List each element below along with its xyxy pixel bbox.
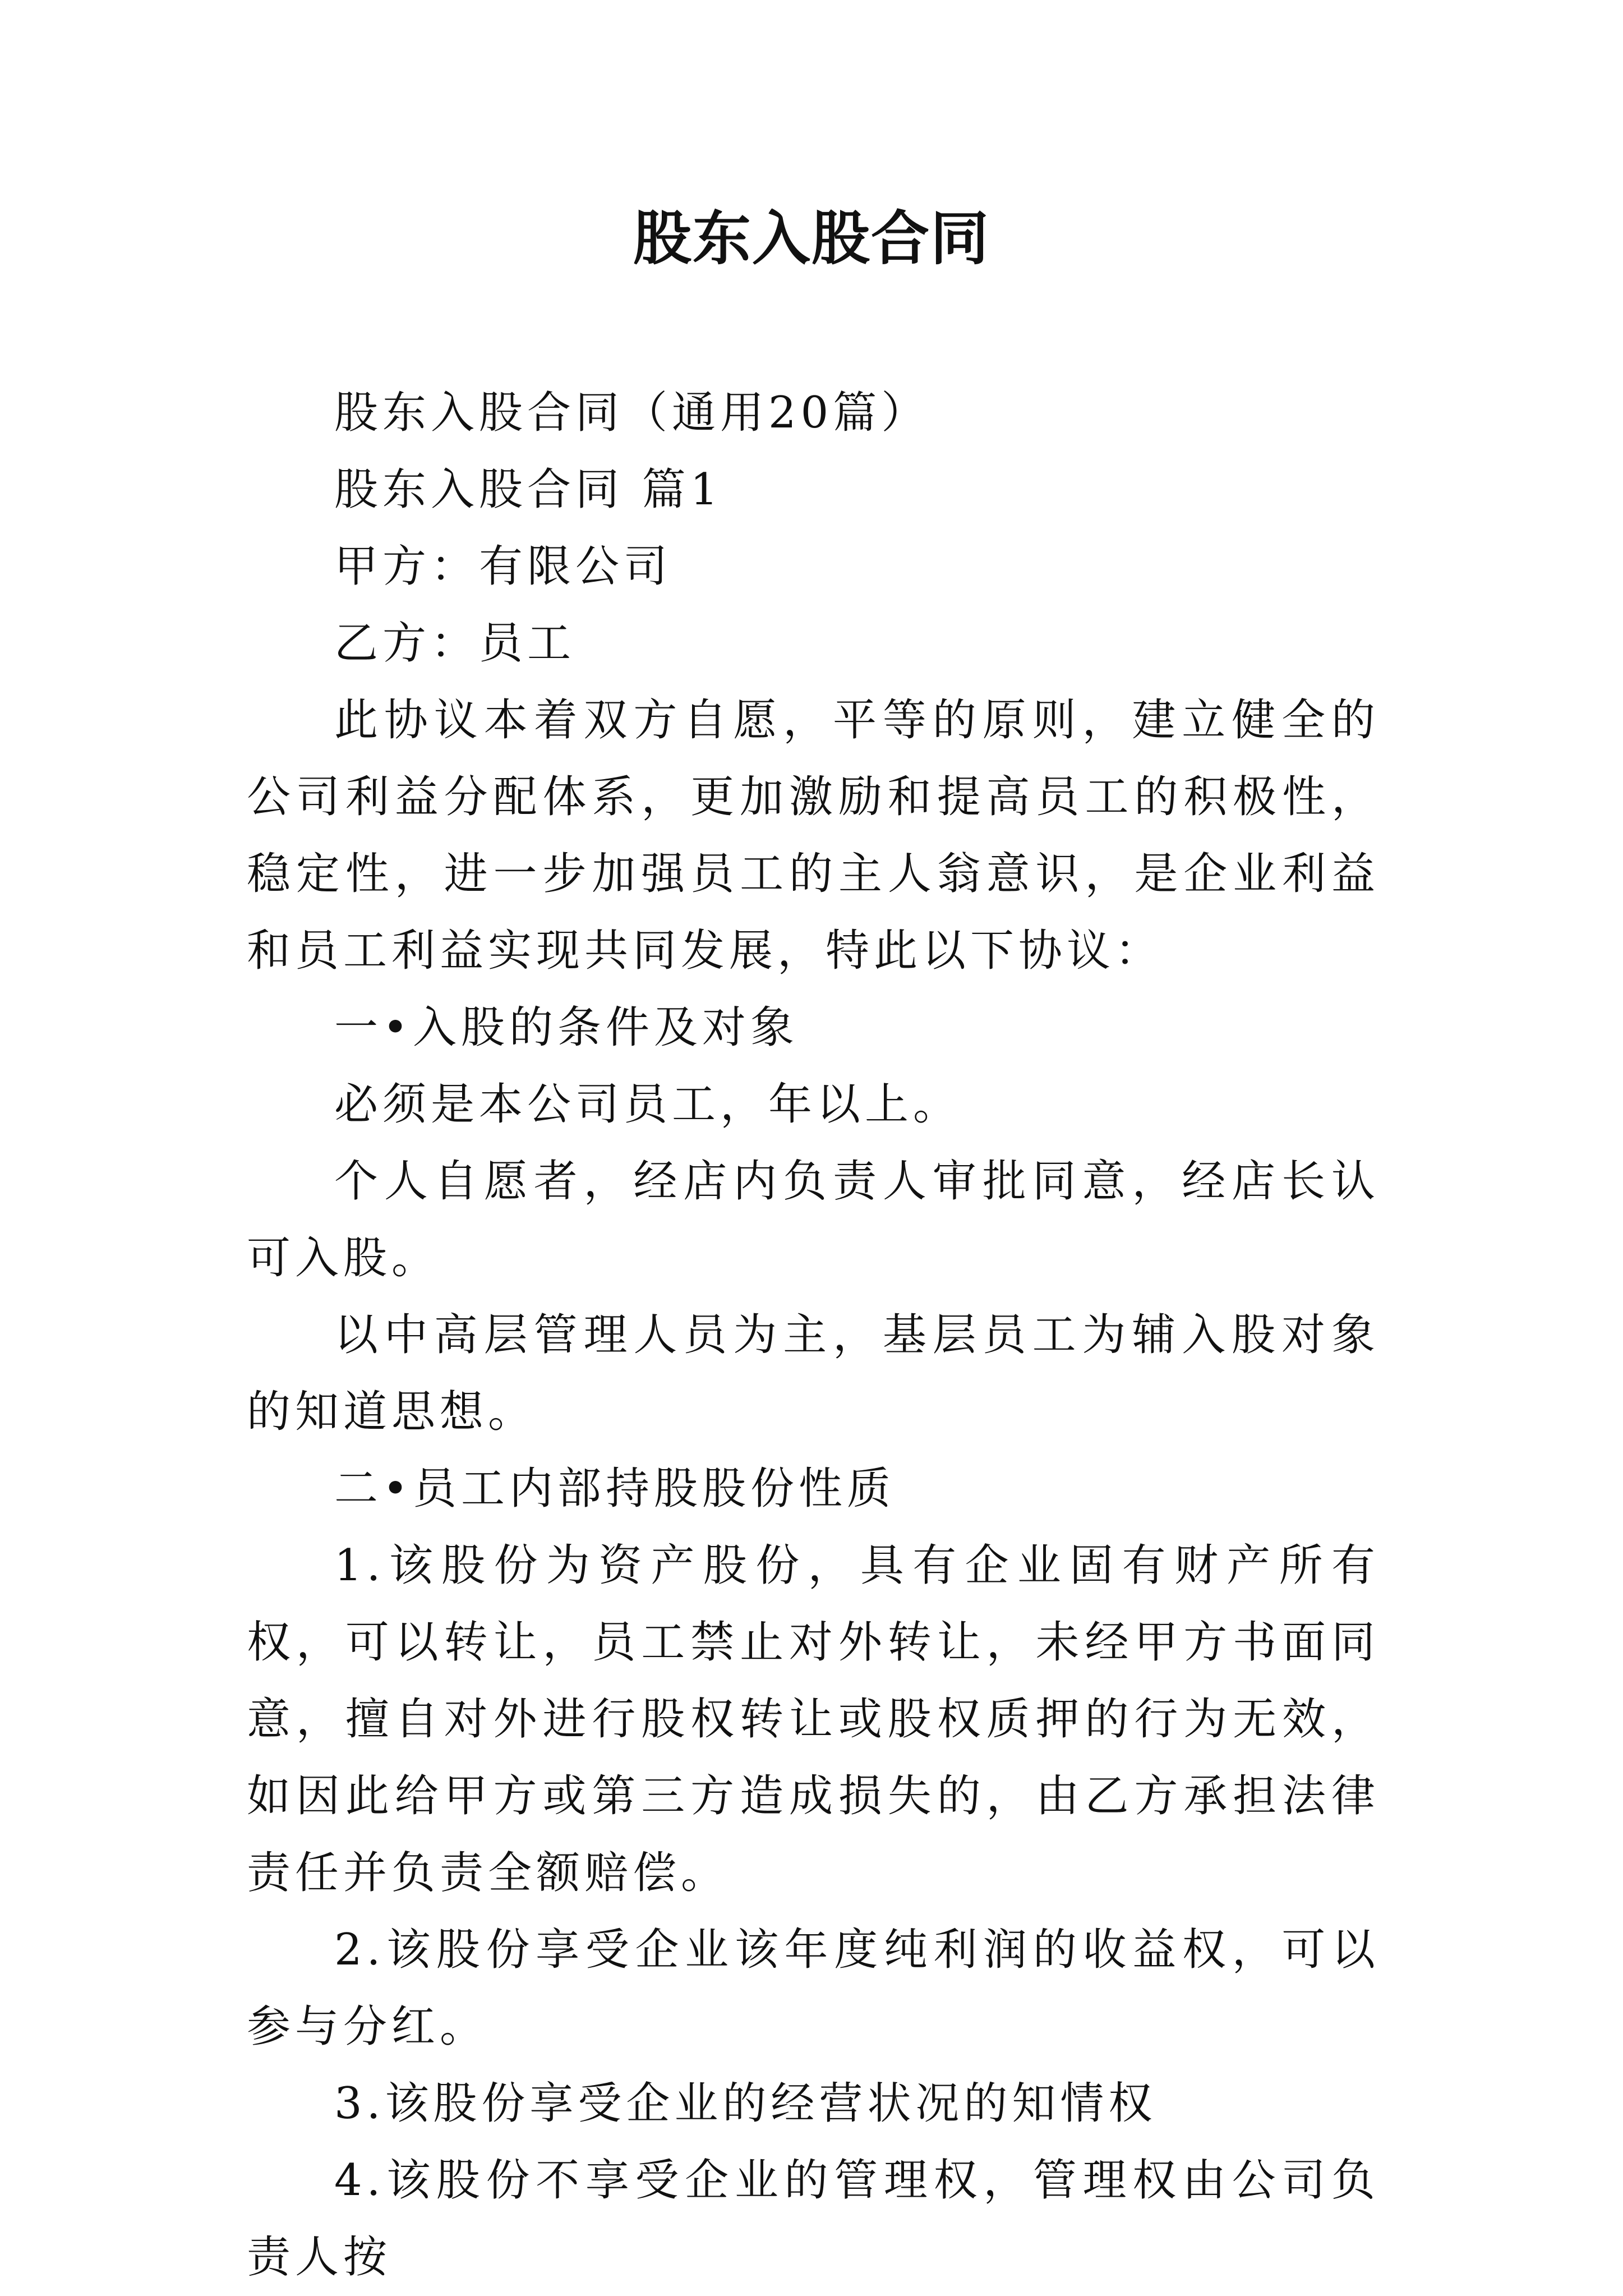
paragraph-clause-2-item: 4.该股份不享受企业的管理权，管理权由公司负责人按 bbox=[247, 2155, 1380, 2283]
paragraph-clause-1-item: 个人自愿者，经店内负责人审批同意，经店长认可入股。 bbox=[247, 1156, 1380, 1283]
paragraph-clause-2-item: 2.该股份享受企业该年度纯利润的收益权，可以参与分红。 bbox=[247, 1925, 1380, 2052]
paragraph-clause-1-heading: 一•入股的条件及对象 bbox=[334, 1002, 799, 1053]
paragraph-clause-2-item: 3.该股份享受企业的经营状况的知情权 bbox=[334, 2078, 1157, 2129]
paragraph-party-b: 乙方：员工 bbox=[334, 618, 576, 669]
paragraph-clause-1-item: 以中高层管理人员为主，基层员工为辅入股对象的知道思想。 bbox=[247, 1310, 1380, 1437]
paragraph-party-a: 甲方：有限公司 bbox=[334, 541, 672, 592]
paragraph-clause-1-item: 必须是本公司员工，年以上。 bbox=[334, 1079, 962, 1130]
document-body bbox=[247, 375, 1380, 2296]
paragraph-preamble: 此协议本着双方自愿，平等的原则，建立健全的公司利益分配体系，更加激励和提高员工的积极性，稳定性，进一步加强员工的主人翁意识，是企业利益和员工利益实现共同发展，特此以下协议： bbox=[247, 695, 1380, 976]
paragraph-section-heading: 股东入股合同 篇1 bbox=[334, 464, 723, 515]
paragraph-subtitle: 股东入股合同（通用20篇） bbox=[334, 388, 930, 438]
paragraph-clause-2-item: 1.该股份为资产股份，具有企业固有财产所有权，可以转让，员工禁止对外转让，未经甲方书面同意，擅自对外进行股权转让或股权质押的行为无效，如因此给甲方或第三方造成损失的，由乙方承担法律责任并负责全额赔偿。 bbox=[247, 1540, 1380, 1898]
document-title: 股东入股合同 bbox=[633, 204, 990, 273]
paragraph-clause-2-heading: 二•员工内部持股股份性质 bbox=[334, 1464, 896, 1514]
